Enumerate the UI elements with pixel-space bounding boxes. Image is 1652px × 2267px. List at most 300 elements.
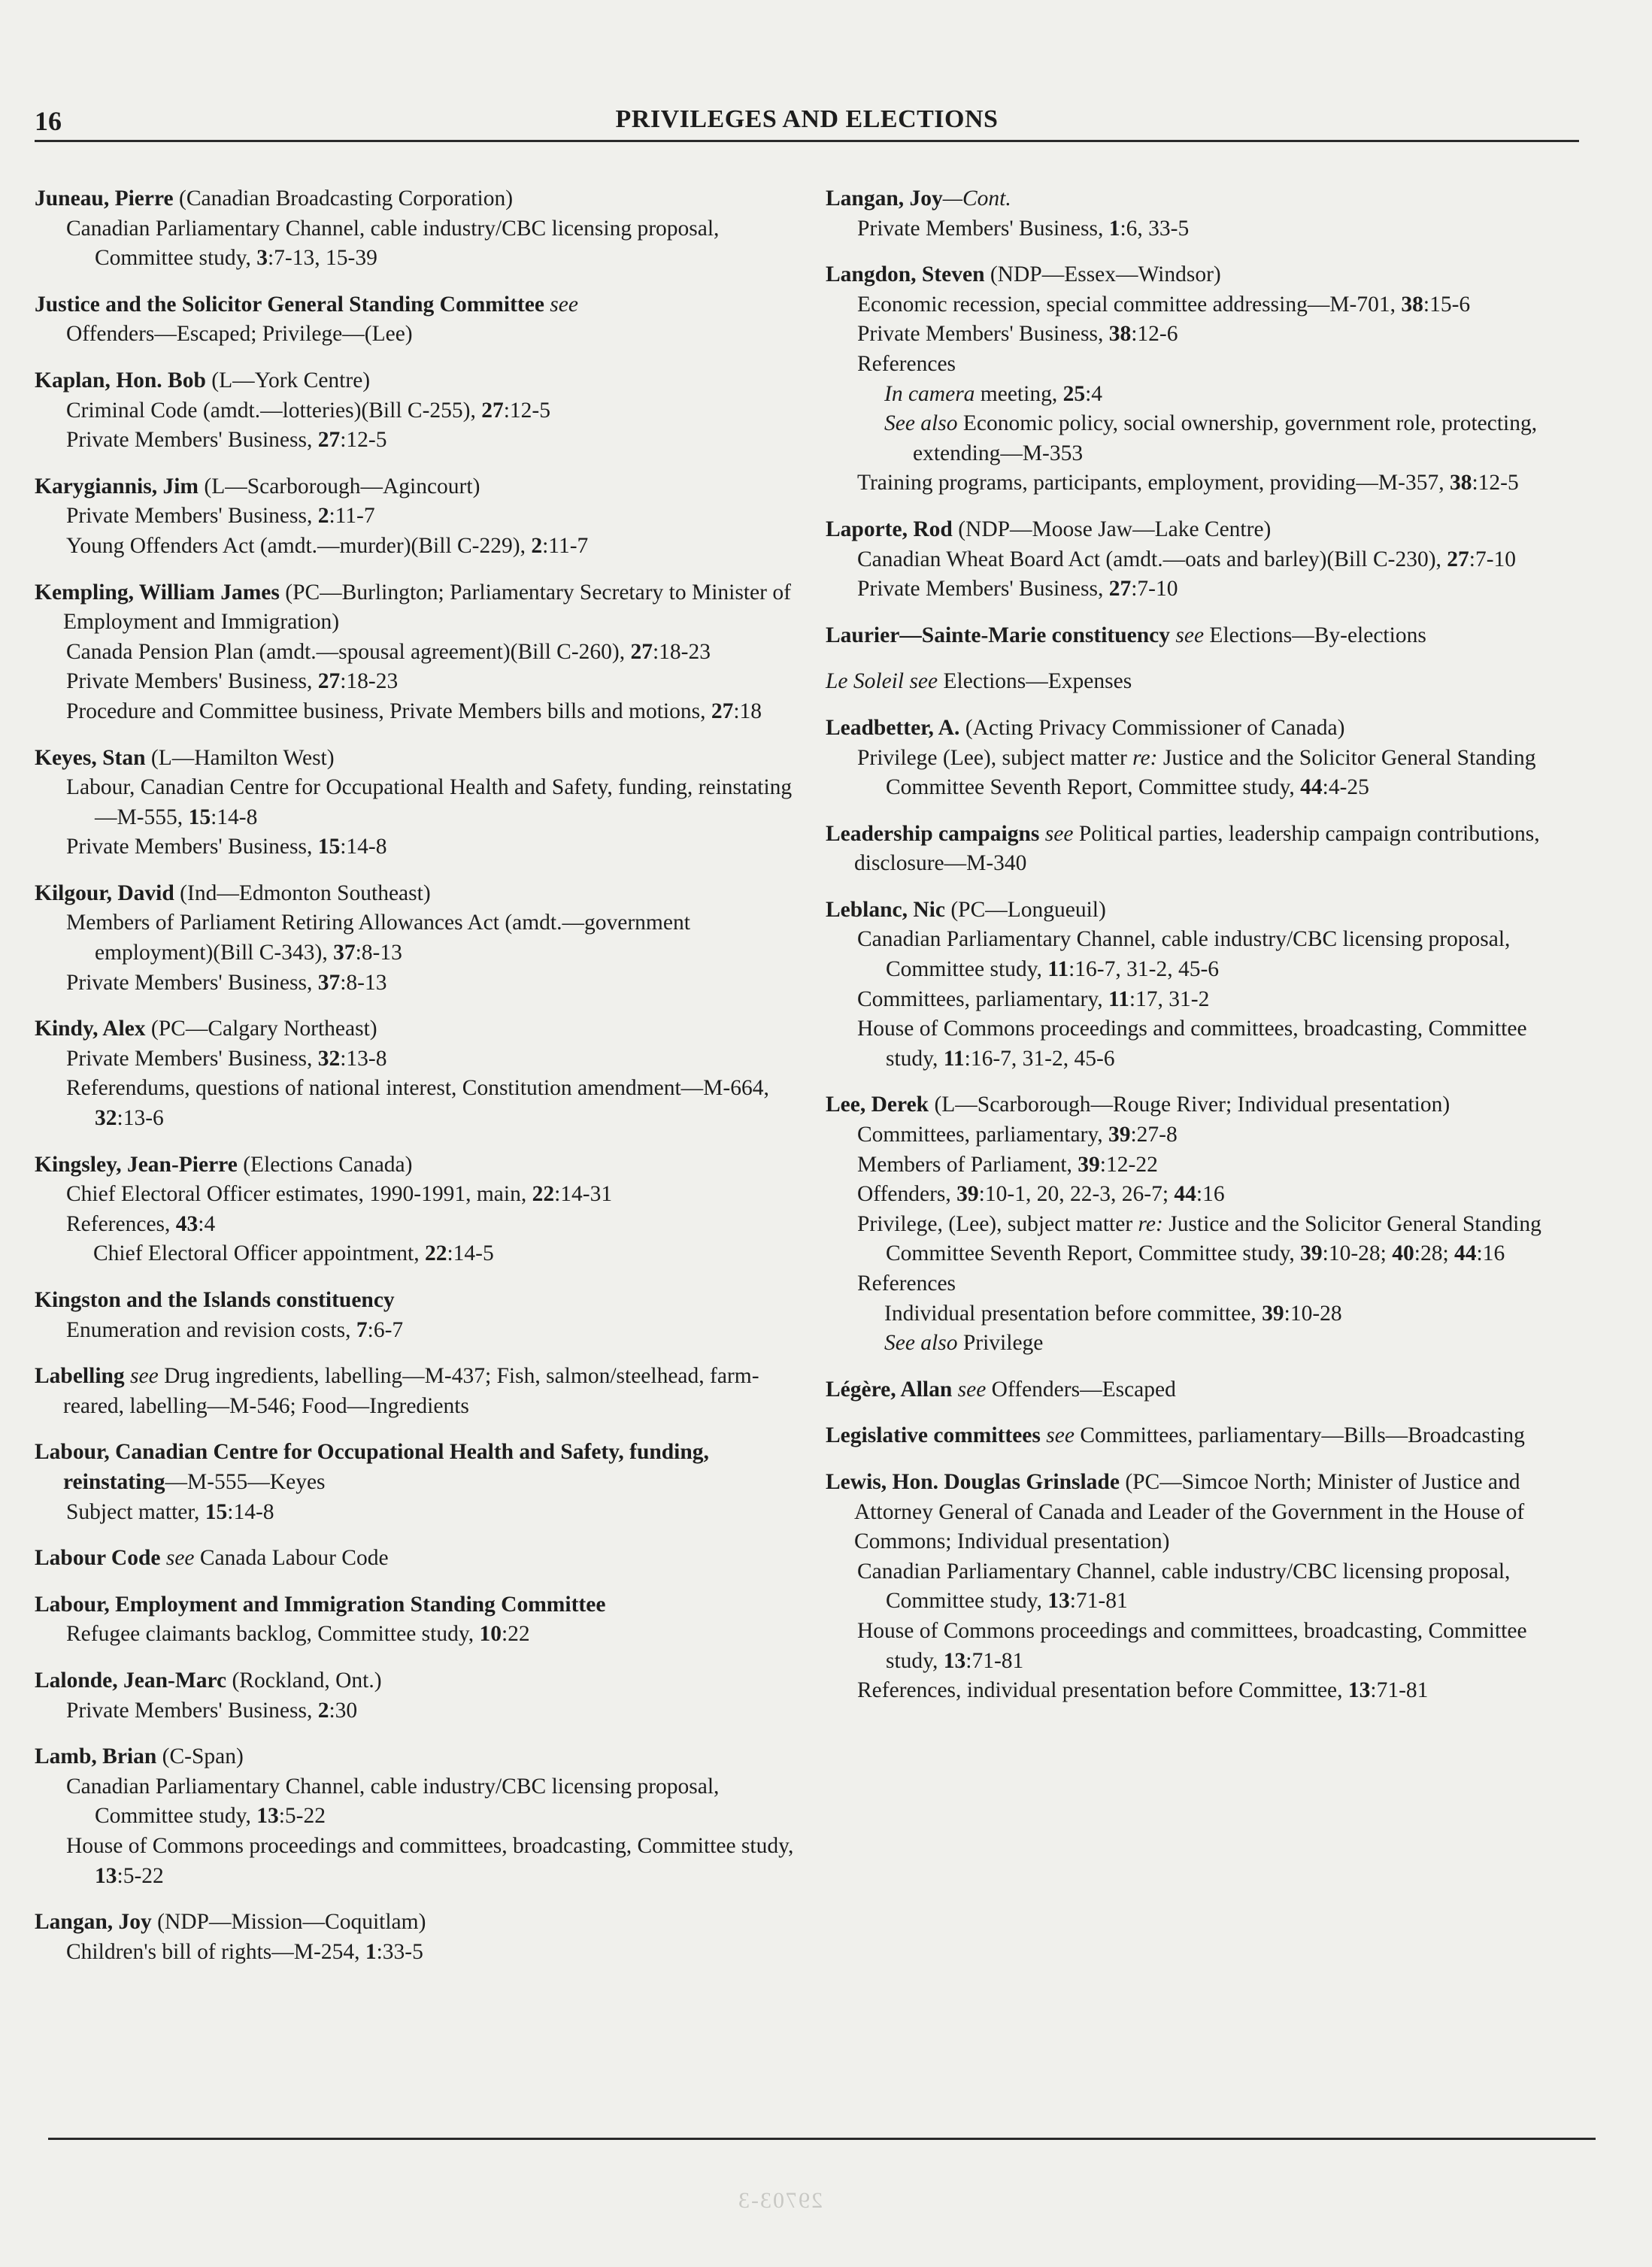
index-subentry <box>35 1696 813 1726</box>
index-entry-heading <box>826 820 1579 879</box>
index-entry-heading <box>35 578 813 638</box>
entry-qualifier: (NDP—Essex—Windsor) <box>984 262 1221 287</box>
entry-heading-text: Justice and the Solicitor General Standing Committee <box>35 292 544 317</box>
index-entry <box>35 290 813 350</box>
index-entry <box>826 621 1579 651</box>
index-entry-heading <box>826 260 1579 290</box>
issue-number: 38 <box>1401 292 1423 317</box>
entry-see-reference: —Cont. <box>942 186 1011 211</box>
subentry-text: meeting, <box>975 381 1063 406</box>
index-entry <box>35 1362 813 1421</box>
issue-number: 13 <box>1347 1678 1371 1703</box>
issue-number: 39 <box>1300 1241 1323 1266</box>
issue-number: 39 <box>1108 1123 1131 1147</box>
index-subentry <box>826 744 1579 803</box>
index-entry <box>35 472 813 562</box>
index-subentry <box>826 1557 1579 1617</box>
subentry-text: :8-13 <box>340 970 387 995</box>
index-subentry <box>826 1269 1579 1299</box>
issue-number: 1 <box>1108 216 1120 241</box>
subentry-text: Criminal Code (amdt.—lotteries)(Bill C-255), <box>66 398 482 423</box>
index-entry <box>826 184 1579 244</box>
issue-number: 27 <box>1108 577 1132 602</box>
entry-qualifier: Committees, parliamentary—Bills—Broadcasting <box>1074 1423 1525 1448</box>
entry-qualifier: —M-555—Keyes <box>165 1469 326 1494</box>
entry-heading-text: Laporte, Rod <box>826 517 953 541</box>
index-subentry-level2 <box>826 1329 1579 1359</box>
subentry-text: :18-23 <box>652 639 711 664</box>
issue-number: 2 <box>531 533 543 558</box>
subentry-text: Offenders, <box>857 1182 957 1207</box>
subentry-text: :16 <box>1476 1241 1505 1266</box>
issue-number: 27 <box>481 398 504 423</box>
subentry-text: Canadian Wheat Board Act (amdt.—oats and barley)(Bill C-230), <box>857 547 1447 571</box>
index-subentry <box>35 532 813 562</box>
subentry-text: :14-8 <box>211 805 258 829</box>
subentry-text: :18-23 <box>340 669 399 694</box>
index-entry-heading <box>35 1150 813 1180</box>
entry-heading-text: Langan, Joy <box>826 186 943 211</box>
index-subentry <box>826 1617 1579 1676</box>
issue-number: 13 <box>256 1804 279 1829</box>
subentry-text: See also <box>884 1331 958 1356</box>
subentry-text: re: <box>1138 1211 1163 1236</box>
subentry-text: Members of Parliament, <box>857 1152 1078 1177</box>
subentry-text: :33-5 <box>376 1939 423 1964</box>
issue-number: 27 <box>317 428 341 453</box>
subentry-text: :15-6 <box>1423 292 1471 317</box>
issue-number: 39 <box>1262 1301 1284 1326</box>
entry-qualifier: (L—Scarborough—Rouge River; Individual presentation) <box>929 1093 1450 1117</box>
entry-heading-text: Lamb, Brian <box>35 1744 157 1769</box>
index-entry <box>35 879 813 998</box>
subentry-text: References, <box>66 1211 176 1236</box>
page-number: 16 <box>35 106 62 136</box>
subentry-text: Training programs, participants, employment, providing—M-357, <box>857 471 1450 496</box>
subentry-text: Private Members' Business, <box>66 1698 318 1723</box>
index-subentry <box>826 350 1579 380</box>
index-entry <box>826 260 1579 499</box>
index-subentry <box>826 1210 1579 1269</box>
subentry-text: :14-31 <box>554 1182 613 1207</box>
subentry-text: Canada Pension Plan (amdt.—spousal agreement)(Bill C-260), <box>66 639 631 664</box>
subentry-text: :13-6 <box>117 1106 164 1131</box>
index-subentry <box>35 1620 813 1650</box>
index-entry <box>826 1421 1579 1451</box>
subentry-text: :14-8 <box>227 1499 274 1524</box>
subentry-text: :16-7, 31-2, 45-6 <box>964 1046 1115 1071</box>
entry-see-reference: see <box>1039 821 1074 846</box>
subentry-text: Private Members' Business, <box>66 835 318 859</box>
entry-qualifier: (C-Span) <box>156 1744 244 1769</box>
subentry-text: Economic policy, social ownership, government role, protecting, extending—M-353 <box>913 411 1538 465</box>
issue-number: 32 <box>317 1046 341 1071</box>
index-subentry <box>35 908 813 968</box>
index-column-left <box>35 184 813 1984</box>
index-subentry <box>35 1074 813 1133</box>
issue-number: 27 <box>630 639 653 664</box>
index-entry-heading <box>35 472 813 502</box>
subentry-text: Referendums, questions of national interest, Constitution amendment—M-664, <box>66 1076 769 1101</box>
index-entry <box>35 1544 813 1574</box>
subentry-text: Individual presentation before committee, <box>884 1301 1262 1326</box>
index-subentry <box>35 1210 813 1240</box>
subentry-text: Privilege <box>957 1331 1044 1356</box>
index-entry-heading <box>826 621 1579 651</box>
subentry-text: Justice and the Solicitor General Standing Committee Seventh Report, Committee study, <box>886 745 1536 800</box>
subentry-text: Private Members' Business, <box>66 1046 318 1071</box>
issue-number: 40 <box>1392 1241 1414 1266</box>
entry-qualifier: (L—Hamilton West) <box>145 745 335 770</box>
entry-qualifier: Elections—Expenses <box>938 669 1132 694</box>
subentry-text: :71-81 <box>1370 1678 1429 1703</box>
subentry-text: :12-22 <box>1099 1152 1158 1177</box>
index-subentry-level2 <box>826 409 1579 468</box>
subentry-text: In camera <box>884 381 975 406</box>
subentry-text: :28; <box>1414 1241 1455 1266</box>
subentry-text: :4-25 <box>1322 775 1369 800</box>
index-subentry <box>826 925 1579 984</box>
subentry-text: Subject matter, <box>66 1499 205 1524</box>
entry-qualifier: (PC—Calgary Northeast) <box>145 1017 377 1041</box>
subentry-text: Refugee claimants backlog, Committee study, <box>66 1622 480 1647</box>
index-entry-heading <box>35 290 813 320</box>
index-entry <box>35 1014 813 1133</box>
subentry-text: Enumeration and revision costs, <box>66 1317 356 1342</box>
issue-number: 7 <box>356 1317 368 1342</box>
issue-number: 25 <box>1062 381 1086 406</box>
entry-see-reference: see <box>124 1364 159 1389</box>
entry-heading-text: Kilgour, David <box>35 880 174 905</box>
subentry-text: House of Commons proceedings and committees, broadcasting, Committee study, <box>66 1833 794 1858</box>
index-subentry-level2 <box>35 1239 813 1269</box>
subentry-text: :14-8 <box>340 835 387 859</box>
subentry-text: Chief Electoral Officer estimates, 1990-1991, main, <box>66 1182 532 1207</box>
subentry-text: :6, 33-5 <box>1120 216 1190 241</box>
index-entry <box>826 515 1579 605</box>
entry-qualifier: (NDP—Moose Jaw—Lake Centre) <box>952 517 1272 541</box>
index-entry <box>35 184 813 274</box>
subentry-text: :13-8 <box>340 1046 387 1071</box>
index-entry-heading <box>35 1362 813 1421</box>
index-entry <box>826 820 1579 879</box>
index-subentry <box>826 574 1579 605</box>
entry-heading-text: Langdon, Steven <box>826 262 985 287</box>
entry-heading-text: Labour Code <box>35 1546 161 1571</box>
index-entry-heading <box>35 879 813 909</box>
entry-qualifier: (Canadian Broadcasting Corporation) <box>173 186 514 211</box>
subentry-text: Economic recession, special committee addressing—M-701, <box>857 292 1402 317</box>
issue-number: 44 <box>1454 1241 1477 1266</box>
entry-heading-text: Juneau, Pierre <box>35 186 174 211</box>
index-subentry <box>35 320 813 350</box>
entry-heading-text: Kaplan, Hon. Bob <box>35 368 206 392</box>
entry-heading-text: Lee, Derek <box>826 1093 929 1117</box>
issue-number: 37 <box>317 970 341 995</box>
subentry-text: :27-8 <box>1130 1123 1178 1147</box>
entry-qualifier: (Rockland, Ont.) <box>226 1668 382 1693</box>
index-entry-heading <box>35 1908 813 1938</box>
subentry-text: Private Members' Business, <box>857 216 1109 241</box>
subentry-text: :30 <box>329 1698 358 1723</box>
subentry-text: :4 <box>198 1211 216 1236</box>
index-entry <box>35 1666 813 1726</box>
entry-heading-text: Légère, Allan <box>826 1377 953 1402</box>
index-subentry <box>35 1938 813 1968</box>
subentry-text: Private Members' Business, <box>857 577 1109 602</box>
issue-number: 44 <box>1300 775 1323 800</box>
subentry-text: House of Commons proceedings and committees, broadcasting, Committee study, <box>857 1017 1527 1071</box>
index-entry <box>826 1375 1579 1405</box>
subentry-text: :7-10 <box>1131 577 1178 602</box>
index-subentry <box>35 773 813 832</box>
subentry-text: :16-7, 31-2, 45-6 <box>1068 957 1220 982</box>
issue-number: 11 <box>1047 957 1069 982</box>
subentry-text: :12-5 <box>340 428 387 453</box>
issue-number: 27 <box>317 669 341 694</box>
subentry-text: Privilege, (Lee), subject matter <box>857 1211 1138 1236</box>
issue-number: 22 <box>532 1182 555 1207</box>
index-entry-heading <box>826 896 1579 926</box>
index-subentry <box>35 697 813 727</box>
index-subentry <box>35 396 813 426</box>
index-entry <box>35 1438 813 1527</box>
issue-number: 3 <box>256 246 268 271</box>
index-entry <box>826 896 1579 1074</box>
subentry-text: :7-13, 15-39 <box>267 246 377 271</box>
subentry-text: House of Commons proceedings and committees, broadcasting, Committee study, <box>857 1618 1527 1673</box>
issue-number: 43 <box>175 1211 199 1236</box>
issue-number: 2 <box>317 1698 329 1723</box>
subentry-text: Private Members' Business, <box>66 970 318 995</box>
index-entry-heading <box>35 1286 813 1316</box>
index-subentry <box>35 1772 813 1832</box>
issue-number: 15 <box>205 1499 228 1524</box>
entry-qualifier: Political parties, leadership campaign contributions, disclosure—M-340 <box>854 821 1540 876</box>
subentry-text: :10-1, 20, 22-3, 26-7; <box>978 1182 1175 1207</box>
index-entry-heading <box>35 1438 813 1497</box>
index-entry <box>826 714 1579 803</box>
index-subentry <box>826 214 1579 244</box>
footer-rule <box>48 2138 1596 2140</box>
running-title: PRIVILEGES AND ELECTIONS <box>615 105 999 133</box>
index-subentry-level2 <box>826 380 1579 410</box>
subentry-text: Procedure and Committee business, Private Members bills and motions, <box>66 699 711 723</box>
index-entry-heading <box>35 1666 813 1696</box>
subentry-text: :12-5 <box>503 398 550 423</box>
subentry-text: Justice and the Solicitor General Standing Committee Seventh Report, Committee study, <box>886 1211 1541 1266</box>
entry-heading-text: Legislative committees <box>826 1423 1041 1448</box>
subentry-text: Canadian Parliamentary Channel, cable industry/CBC licensing proposal, Committee study, <box>857 1559 1511 1614</box>
entry-qualifier: (Acting Privacy Commissioner of Canada) <box>959 715 1345 740</box>
index-column-right <box>826 184 1579 1723</box>
entry-qualifier: Offenders—Escaped <box>986 1377 1176 1402</box>
index-entry <box>35 1286 813 1345</box>
entry-heading-text: Kingsley, Jean-Pierre <box>35 1152 238 1177</box>
index-entry <box>35 1150 813 1269</box>
subentry-text: References <box>857 1271 956 1296</box>
subentry-text: :18 <box>733 699 762 723</box>
issue-number: 27 <box>711 699 734 723</box>
index-entry-heading <box>826 184 1579 214</box>
subentry-text: Private Members' Business, <box>857 322 1109 347</box>
entry-heading-text: Labour, Canadian Centre for Occupational Health and Safety, funding, reinstating <box>35 1440 709 1494</box>
subentry-text: References, individual presentation before Committee, <box>857 1678 1348 1703</box>
subentry-text: Members of Parliament Retiring Allowances Act (amdt.—government employment)(Bill C-343), <box>66 911 690 965</box>
index-subentry <box>35 1180 813 1210</box>
index-subentry <box>35 1832 813 1891</box>
index-subentry <box>826 468 1579 499</box>
index-entry <box>826 1090 1579 1358</box>
issue-number: 1 <box>365 1939 377 1964</box>
subentry-text: :5-22 <box>117 1863 164 1888</box>
entry-see-reference: see <box>160 1546 195 1571</box>
entry-qualifier: (L—York Centre) <box>205 368 371 392</box>
entry-qualifier: Canada Labour Code <box>194 1546 389 1571</box>
subentry-text: :5-22 <box>278 1804 326 1829</box>
entry-see-reference: see <box>952 1377 987 1402</box>
entry-qualifier: (PC—Simcoe North; Minister of Justice and Attorney General of Canada and Leader of the Government in the House of Commons; Individual presentation) <box>854 1469 1525 1554</box>
index-subentry <box>826 1676 1579 1706</box>
issue-number: 13 <box>95 1863 117 1888</box>
index-entry-heading <box>35 1590 813 1620</box>
issue-number: 22 <box>424 1241 447 1266</box>
entry-heading-text: Leblanc, Nic <box>826 897 945 922</box>
entry-heading-text: Kingston and the Islands constituency <box>35 1288 395 1312</box>
index-entry-heading <box>826 1421 1579 1451</box>
index-subentry <box>826 1120 1579 1150</box>
issue-number: 44 <box>1174 1182 1196 1207</box>
subentry-text: :11-7 <box>329 504 375 529</box>
index-entry-heading <box>35 1742 813 1772</box>
index-entry <box>35 578 813 727</box>
index-subentry <box>35 426 813 456</box>
subentry-text: Labour, Canadian Centre for Occupational Health and Safety, funding, reinstating—M-555, <box>66 775 793 829</box>
index-subentry <box>826 545 1579 575</box>
index-subentry <box>35 638 813 668</box>
entry-heading-text: Leadbetter, A. <box>826 715 960 740</box>
entry-qualifier: (PC—Burlington; Parliamentary Secretary to Minister of Employment and Immigration) <box>63 580 791 635</box>
entry-heading-text: Labelling <box>35 1364 125 1389</box>
index-entry-heading <box>826 1375 1579 1405</box>
header-rule <box>35 140 1579 142</box>
index-entry <box>826 1468 1579 1706</box>
subentry-text: :71-81 <box>1069 1589 1128 1614</box>
subentry-text: :7-10 <box>1469 547 1517 571</box>
index-entry <box>35 1590 813 1650</box>
entry-heading-text: Kindy, Alex <box>35 1017 146 1041</box>
issue-number: 10 <box>479 1622 502 1647</box>
entry-heading-text: Kempling, William James <box>35 580 280 605</box>
subentry-text: Canadian Parliamentary Channel, cable industry/CBC licensing proposal, Committee study, <box>66 1774 720 1829</box>
index-entry-heading <box>35 744 813 774</box>
subentry-text: :6-7 <box>367 1317 404 1342</box>
subentry-text: Committees, parliamentary, <box>857 1123 1108 1147</box>
index-subentry <box>826 985 1579 1015</box>
issue-number: 32 <box>95 1106 117 1131</box>
subentry-text: Young Offenders Act (amdt.—murder)(Bill C-229), <box>66 533 532 558</box>
subentry-text: Private Members' Business, <box>66 669 318 694</box>
index-entry-heading <box>826 515 1579 545</box>
index-subentry <box>826 1180 1579 1210</box>
entry-qualifier: (NDP—Mission—Coquitlam) <box>151 1910 426 1935</box>
entry-see-reference: see <box>544 292 578 317</box>
issue-number: 15 <box>188 805 211 829</box>
index-subentry <box>35 502 813 532</box>
index-entry-heading <box>826 1468 1579 1557</box>
index-entry <box>35 366 813 456</box>
issue-number: 39 <box>1078 1152 1100 1177</box>
subentry-text: :17, 31-2 <box>1129 987 1210 1011</box>
page-header <box>35 105 1579 141</box>
entry-heading-text: Le Soleil <box>826 669 905 694</box>
subentry-text: :16 <box>1196 1182 1225 1207</box>
index-subentry <box>35 1498 813 1528</box>
entry-qualifier: (L—Scarborough—Agincourt) <box>199 474 480 499</box>
index-subentry <box>826 1150 1579 1180</box>
index-entry <box>826 667 1579 697</box>
issue-number: 38 <box>1449 471 1472 496</box>
subentry-text: :22 <box>501 1622 530 1647</box>
subentry-text: Chief Electoral Officer appointment, <box>93 1241 425 1266</box>
index-entry-heading <box>35 1544 813 1574</box>
entry-qualifier: (Ind—Edmonton Southeast) <box>174 880 431 905</box>
subentry-text: :14-5 <box>447 1241 494 1266</box>
index-subentry <box>35 667 813 697</box>
subentry-text: Privilege (Lee), subject matter <box>857 745 1133 770</box>
issue-number: 37 <box>333 941 356 965</box>
entry-heading-text: Karygiannis, Jim <box>35 474 199 499</box>
entry-qualifier: Drug ingredients, labelling—M-437; Fish, salmon/steelhead, farm-reared, labelling—M-546; Food—Ingredients <box>63 1364 759 1418</box>
subentry-text: References <box>857 351 956 376</box>
subentry-text: :4 <box>1085 381 1103 406</box>
subentry-text: :8-13 <box>355 941 402 965</box>
subentry-text: Private Members' Business, <box>66 504 318 529</box>
issue-number: 11 <box>943 1046 965 1071</box>
index-subentry-level2 <box>826 1299 1579 1329</box>
issue-number: 27 <box>1447 547 1469 571</box>
entry-see-reference: see <box>1040 1423 1075 1448</box>
subentry-text: Private Members' Business, <box>66 428 318 453</box>
index-subentry <box>35 1044 813 1074</box>
issue-number: 38 <box>1108 322 1132 347</box>
index-entry-heading <box>826 667 1579 697</box>
entry-heading-text: Langan, Joy <box>35 1910 152 1935</box>
index-subentry <box>35 832 813 862</box>
subentry-text: :12-5 <box>1472 471 1519 496</box>
issue-number: 15 <box>317 835 341 859</box>
index-entry-heading <box>826 1090 1579 1120</box>
subentry-text: Committees, parliamentary, <box>857 987 1108 1011</box>
index-subentry <box>35 214 813 274</box>
bleed-through-page-code: 29703-3 <box>737 2188 823 2213</box>
entry-heading-text: Leadership campaigns <box>826 821 1040 846</box>
entry-see-reference: see <box>904 669 938 694</box>
index-entry-heading <box>35 366 813 396</box>
entry-qualifier: (Elections Canada) <box>237 1152 413 1177</box>
entry-heading-text: Lalonde, Jean-Marc <box>35 1668 227 1693</box>
issue-number: 11 <box>1108 987 1129 1011</box>
entry-heading-text: Lewis, Hon. Douglas Grinslade <box>826 1469 1120 1494</box>
subentry-text: :11-7 <box>542 533 589 558</box>
subentry-text: :10-28 <box>1284 1301 1342 1326</box>
index-entry <box>35 1908 813 1967</box>
entry-qualifier: (PC—Longueuil) <box>944 897 1106 922</box>
entry-heading-text: Labour, Employment and Immigration Standing Committee <box>35 1592 606 1617</box>
subentry-text: Children's bill of rights—M-254, <box>66 1939 365 1964</box>
subentry-text: Offenders—Escaped; Privilege—(Lee) <box>66 322 413 347</box>
subentry-text: :12-6 <box>1131 322 1178 347</box>
